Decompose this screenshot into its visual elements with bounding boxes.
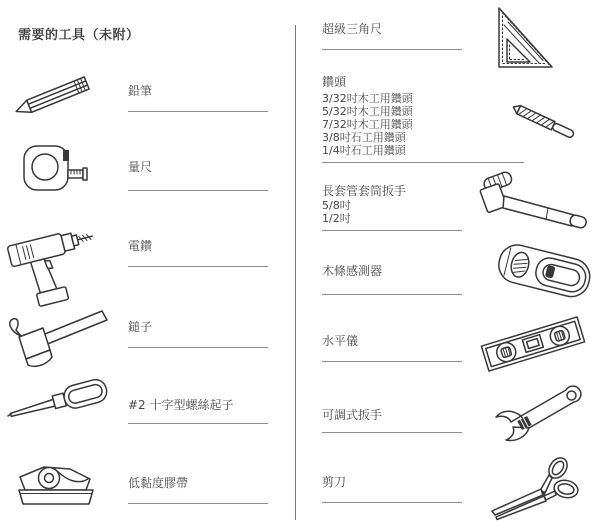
blank-line	[128, 423, 268, 424]
drill-bit-size: 3/8吋石工用鑽頭	[322, 131, 406, 144]
blank-line	[322, 162, 524, 163]
hammer-icon	[4, 305, 110, 375]
blank-line	[322, 432, 462, 433]
level-icon	[479, 310, 587, 378]
power-drill-icon	[5, 212, 99, 310]
blank-line	[322, 49, 462, 50]
page-title: 需要的工具（未附）	[18, 28, 140, 43]
tape-measure-icon	[22, 143, 90, 195]
phillips-screwdriver-icon	[4, 374, 110, 430]
drill-bit-size: 7/32吋木工用鑽頭	[322, 118, 413, 131]
tool-label-drill-bits: 鑽頭	[322, 75, 347, 89]
socket-wrench-icon	[474, 170, 590, 232]
tool-label-tape-measure: 量尺	[128, 160, 153, 174]
blank-line	[128, 347, 268, 348]
blank-line	[128, 111, 268, 112]
tool-label-scissors: 剪刀	[322, 475, 347, 489]
scissors-icon	[486, 451, 582, 523]
blank-line	[322, 361, 462, 362]
blank-line	[322, 230, 462, 231]
tool-label-low-tack-tape: 低黏度膠帶	[128, 476, 189, 490]
socket-size: 1/2吋	[322, 212, 351, 225]
drill-bit-size: 5/32吋木工用鑽頭	[322, 105, 413, 118]
drill-bit-icon	[506, 99, 584, 145]
tool-label-pencil: 鉛筆	[128, 84, 153, 98]
pencil-icon	[10, 68, 104, 122]
blank-line	[128, 503, 268, 504]
socket-size: 5/8吋	[322, 199, 351, 212]
tool-label-speed-square: 超級三角尺	[322, 22, 383, 36]
drill-bit-size: 3/32吋木工用鑽頭	[322, 92, 413, 105]
blank-line	[128, 190, 268, 191]
socket-size-list	[322, 199, 351, 225]
column-divider	[295, 25, 296, 520]
tool-label-stud-finder: 木條感測器	[322, 264, 383, 278]
stud-finder-icon	[492, 237, 598, 307]
tool-label-level: 水平儀	[322, 334, 359, 348]
tape-dispenser-icon	[14, 457, 98, 507]
blank-line	[322, 502, 462, 503]
tool-label-hammer: 鎚子	[128, 320, 153, 334]
drill-bit-size-list	[322, 92, 413, 157]
tool-label-adjustable-wrench: 可調式扳手	[322, 408, 383, 422]
tool-label-drill: 電鑽	[128, 239, 153, 253]
tool-label-socket-wrench: 長套管套筒扳手	[322, 184, 407, 198]
blank-line	[128, 266, 268, 267]
tool-label-screwdriver: #2 十字型螺絲起子	[128, 398, 234, 412]
blank-line	[322, 294, 462, 295]
drill-bit-size: 1/4吋石工用鑽頭	[322, 144, 406, 157]
speed-square-icon	[490, 5, 556, 71]
adjustable-wrench-icon	[482, 383, 584, 447]
